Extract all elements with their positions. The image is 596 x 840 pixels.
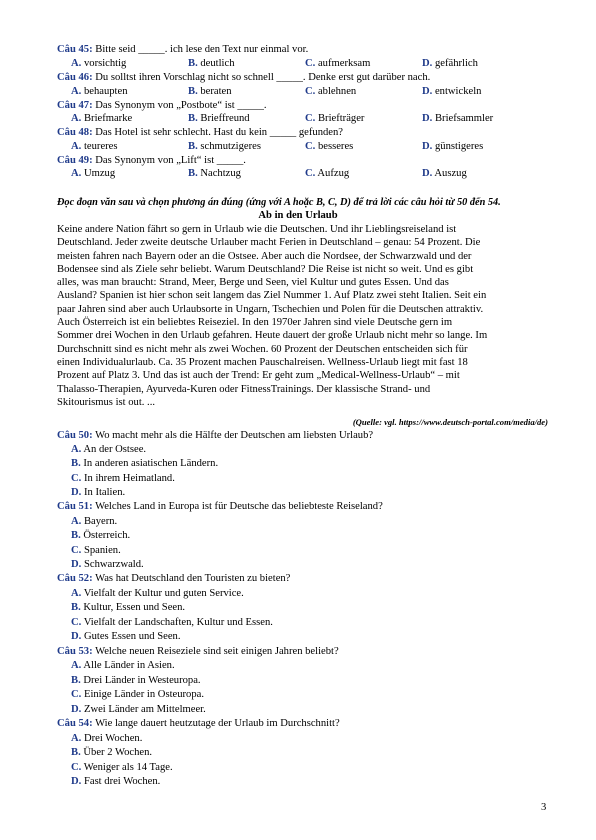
passage-line: Prozent auf Platz 3. Und das ist auch der Trend: Er geht zum „Medical-Wellness-Urlaub“ – mit — [57, 370, 460, 382]
option-a[interactable]: A. teureres — [71, 141, 118, 152]
option-c[interactable]: C. Briefträger — [305, 113, 365, 124]
passage-line: paar Jahren sind aber auch Urlaubsorte in Ungarn, Tschechien und Polen für die Deutschen attraktiv. — [57, 303, 484, 315]
passage-line: Bodensee sind als Ziele sehr beliebt. Warum Deutschland? Die Reise ist nicht so weit. Und es gibt — [57, 263, 474, 275]
option-a[interactable]: A. vorsichtig — [71, 58, 127, 69]
option-a[interactable]: A. Drei Wochen. — [71, 733, 143, 744]
page-number: 3 — [541, 802, 547, 813]
passage-line: Auch Österreich ist ein beliebtes Reiseziel. In den 1970er Jahren sind viele Deutsche gern im — [57, 317, 453, 329]
option-b[interactable]: B. Brieffreund — [188, 113, 250, 124]
option-d[interactable]: D. entwickeln — [422, 86, 482, 97]
option-c[interactable]: C. aufmerksam — [305, 58, 371, 69]
option-a[interactable]: A. Alle Länder in Asien. — [71, 660, 175, 671]
passage-title: Ab in den Urlaub — [258, 210, 338, 221]
passage-line: einen Individualurlaub. Ca. 35 Prozent machen Pauschalreisen. Wellness-Urlaub liegt mit fast 18 — [57, 356, 468, 368]
passage-line: alles, was man braucht: Strand, Meer, Berge und Seen, viel Kultur und gutes Essen. Und das — [57, 277, 449, 289]
question-48: Câu 48: Das Hotel ist sehr schlecht. Hast du kein _____ gefunden? — [57, 127, 343, 138]
option-a[interactable]: A. Bayern. — [71, 516, 118, 527]
option-d[interactable]: D. Gutes Essen und Seen. — [71, 631, 181, 642]
option-c[interactable]: C. Weniger als 14 Tage. — [71, 762, 173, 773]
question-46: Câu 46: Du solltst ihren Vorschlag nicht so schnell _____. Denke erst gut darüber nach. — [57, 72, 431, 83]
question-50: Câu 50: Wo macht mehr als die Hälfte der Deutschen am liebsten Urlaub? — [57, 430, 374, 441]
option-b[interactable]: B. Kultur, Essen und Seen. — [71, 602, 186, 613]
question-54: Câu 54: Wie lange dauert heutzutage der Urlaub im Durchschnitt? — [57, 718, 340, 729]
option-d[interactable]: D. In Italien. — [71, 487, 126, 498]
option-b[interactable]: B. In anderen asiatischen Ländern. — [71, 458, 219, 469]
option-a[interactable]: A. Briefmarke — [71, 113, 133, 124]
option-c[interactable]: C. In ihrem Heimatland. — [71, 473, 175, 484]
option-c[interactable]: C. Aufzug — [305, 168, 350, 179]
passage-line: Durchschnitt sind es nicht mehr als zwei Wochen. 60 Prozent der Deutschen entscheiden sich für — [57, 343, 468, 355]
option-a[interactable]: A. Umzug — [71, 168, 116, 179]
passage-line: meisten fahren nach Bayern oder an die Ostsee. Aber auch die Nordsee, der Schwarzwald und der — [57, 250, 472, 262]
option-d[interactable]: D. Auszug — [422, 168, 467, 179]
option-b[interactable]: B. Österreich. — [71, 530, 131, 541]
option-b[interactable]: B. Nachtzug — [188, 168, 241, 179]
option-c[interactable]: C. ablehnen — [305, 86, 357, 97]
passage-line: Ausland? Spanien ist hier schon seit langem das Ziel Nummer 1. Auf Platz zwei steht Italien. Seit ein — [57, 290, 487, 302]
option-c[interactable]: C. Spanien. — [71, 545, 121, 556]
reading-instruction: Đọc đoạn văn sau và chọn phương án đúng (ứng với A hoặc B, C, D) để trả lời các câu hỏi từ 50 đến 54. — [57, 197, 501, 208]
passage-line: Thalasso-Therapien, Ayurveda-Kuren oder FitnessTrainings. Der klassische Strand- und — [57, 383, 431, 395]
option-d[interactable]: D. günstigeres — [422, 141, 484, 152]
option-b[interactable]: B. Über 2 Wochen. — [71, 747, 153, 758]
option-d[interactable]: D. Zwei Länder am Mittelmeer. — [71, 704, 206, 715]
option-c[interactable]: C. Vielfalt der Landschaften, Kultur und Essen. — [71, 617, 273, 628]
option-d[interactable]: D. Schwarzwald. — [71, 559, 144, 570]
option-b[interactable]: B. schmutzigeres — [188, 141, 261, 152]
question-51: Câu 51: Welches Land in Europa ist für Deutsche das beliebteste Reiseland? — [57, 501, 383, 512]
option-b[interactable]: B. Drei Länder in Westeuropa. — [71, 675, 201, 686]
option-d[interactable]: D. gefährlich — [422, 58, 478, 69]
passage-line: Deutschland. Jeder zweite deutsche Urlauber macht Ferien in Deutschland – genau: 54 Prozent. Die — [57, 237, 481, 249]
passage-line: Keine andere Nation fährt so gern in Urlaub wie die Deutschen. Und ihr Lieblingsreiseland ist — [57, 224, 457, 235]
option-a[interactable]: A. Vielfalt der Kultur und guten Service. — [71, 588, 244, 599]
question-53: Câu 53: Welche neuen Reiseziele sind seit einigen Jahren beliebt? — [57, 646, 339, 657]
question-49: Câu 49: Das Synonym von „Lift“ ist _____. — [57, 155, 246, 166]
option-b[interactable]: B. deutlich — [188, 58, 235, 69]
option-d[interactable]: D. Fast drei Wochen. — [71, 776, 161, 787]
source-citation: (Quelle: vgl. https://www.deutsch-portal.com/media/de) — [352, 417, 548, 427]
option-c[interactable]: C. Einige Länder in Osteuropa. — [71, 689, 204, 700]
option-b[interactable]: B. beraten — [188, 86, 232, 97]
option-d[interactable]: D. Briefsammler — [422, 113, 494, 124]
question-52: Câu 52: Was hat Deutschland den Touristen zu bieten? — [57, 573, 291, 584]
option-a[interactable]: A. An der Ostsee. — [71, 444, 147, 455]
option-c[interactable]: C. besseres — [305, 141, 354, 152]
passage-line: Sommer drei Wochen in den Urlaub gefahren. Heute dauert der große Urlaub nicht mehr so lange. Im — [57, 330, 488, 342]
question-45: Câu 45: Bitte seid _____. ich lese den Text nur einmal vor. — [57, 44, 309, 55]
passage — [57, 223, 548, 409]
passage-line: Skitourismus ist out. ... — [57, 396, 156, 408]
question-47: Câu 47: Das Synonym von „Postbote“ ist _____. — [57, 100, 267, 111]
option-a[interactable]: A. behaupten — [71, 86, 128, 97]
